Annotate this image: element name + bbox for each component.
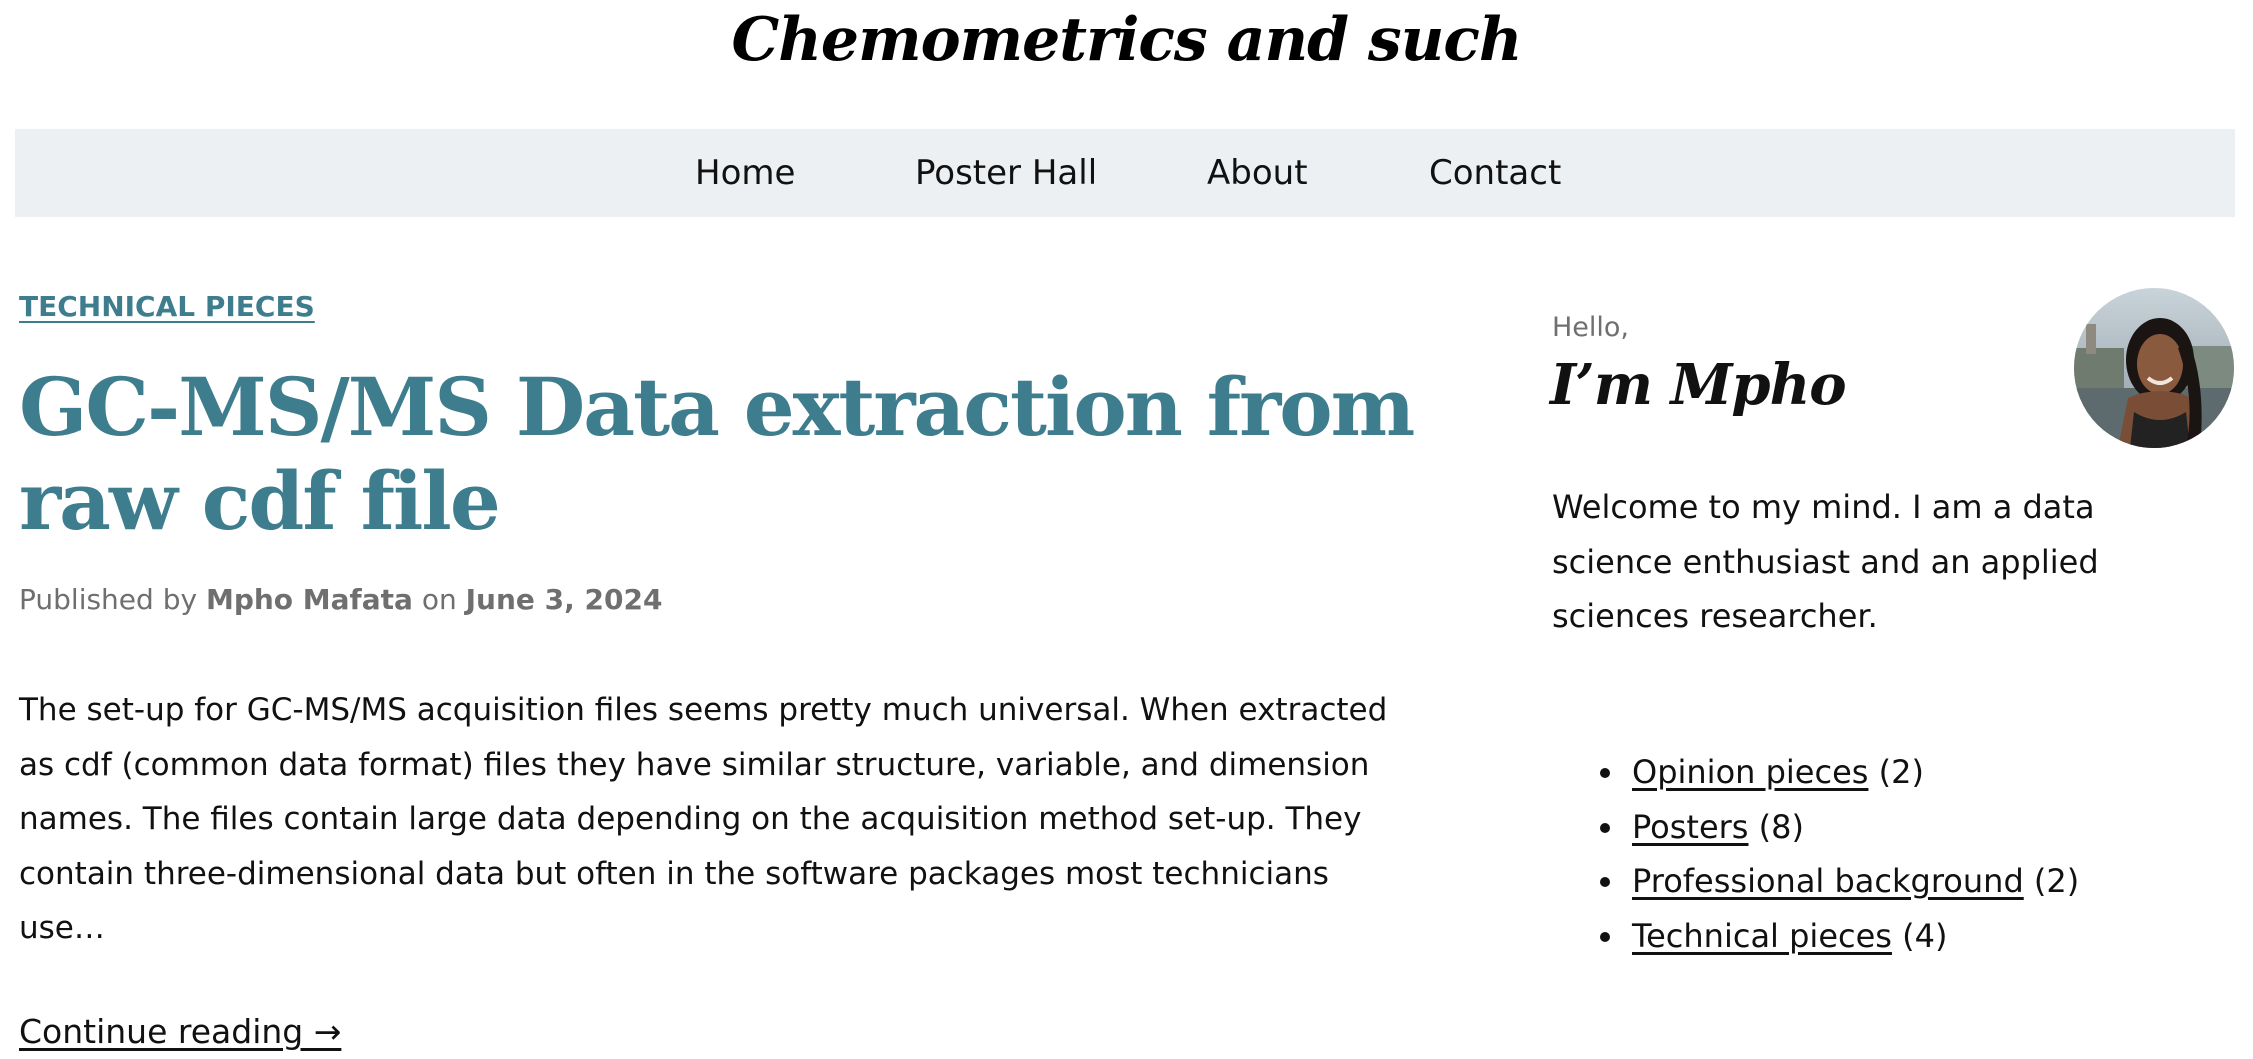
post-meta [19,583,662,616]
site-title[interactable]: Chemometrics and such [731,5,1522,75]
nav-item-contact[interactable]: Contact [1429,153,1562,193]
bullet-icon [1600,823,1610,833]
bullet-icon [1600,768,1610,778]
list-item [1600,854,2220,909]
list-item [1600,800,2220,855]
post-category-link[interactable]: TECHNICAL PIECES [19,290,315,323]
nav-item-home[interactable]: Home [695,153,796,193]
sidebar-hello: Hello, [1552,312,1630,343]
post-title[interactable]: GC-MS/MS Data extraction from raw cdf file [19,360,1414,548]
bullet-icon [1600,932,1610,942]
sidebar-bio: Welcome to my mind. I am a data science enthusiast and an applied sciences researcher. [1552,488,2099,635]
avatar [2074,288,2234,448]
category-link-technical-pieces[interactable]: Technical pieces [1632,916,1892,955]
avatar-photo [2074,288,2234,448]
nav-item-poster-hall[interactable]: Poster Hall [915,153,1098,193]
sidebar-name: I’m Mpho [1550,352,1846,418]
post-excerpt: The set-up for GC-MS/MS acquisition files seems pretty much universal. When extracted as cdf (common data format) files they have similar structure, variable, and dimension names. The files contain large data depending on the acquisition method set-up. They contain three-dimensional data but often in the software packages most technicians use… [19,692,1388,946]
list-item [1600,909,2220,964]
nav-item-about[interactable]: About [1207,153,1308,193]
main-nav [15,129,2235,217]
published-by-label: Published by [19,583,198,616]
on-label: on [421,583,457,616]
category-link-posters[interactable]: Posters [1632,807,1749,846]
post-author: Mpho Mafata [205,583,413,616]
category-link-professional-background[interactable]: Professional background [1632,862,2024,900]
continue-reading-link[interactable]: Continue reading → [19,1012,342,1051]
category-link-opinion-pieces[interactable]: Opinion pieces [1632,753,1869,791]
category-count: (8) [1758,807,1804,846]
list-item [1600,745,2220,800]
category-count: (2) [2033,862,2080,900]
category-list [1600,745,2220,963]
category-count: (2) [1878,753,1924,791]
bullet-icon [1600,877,1610,887]
post-date: June 3, 2024 [465,583,663,616]
category-count: (4) [1902,916,1948,955]
